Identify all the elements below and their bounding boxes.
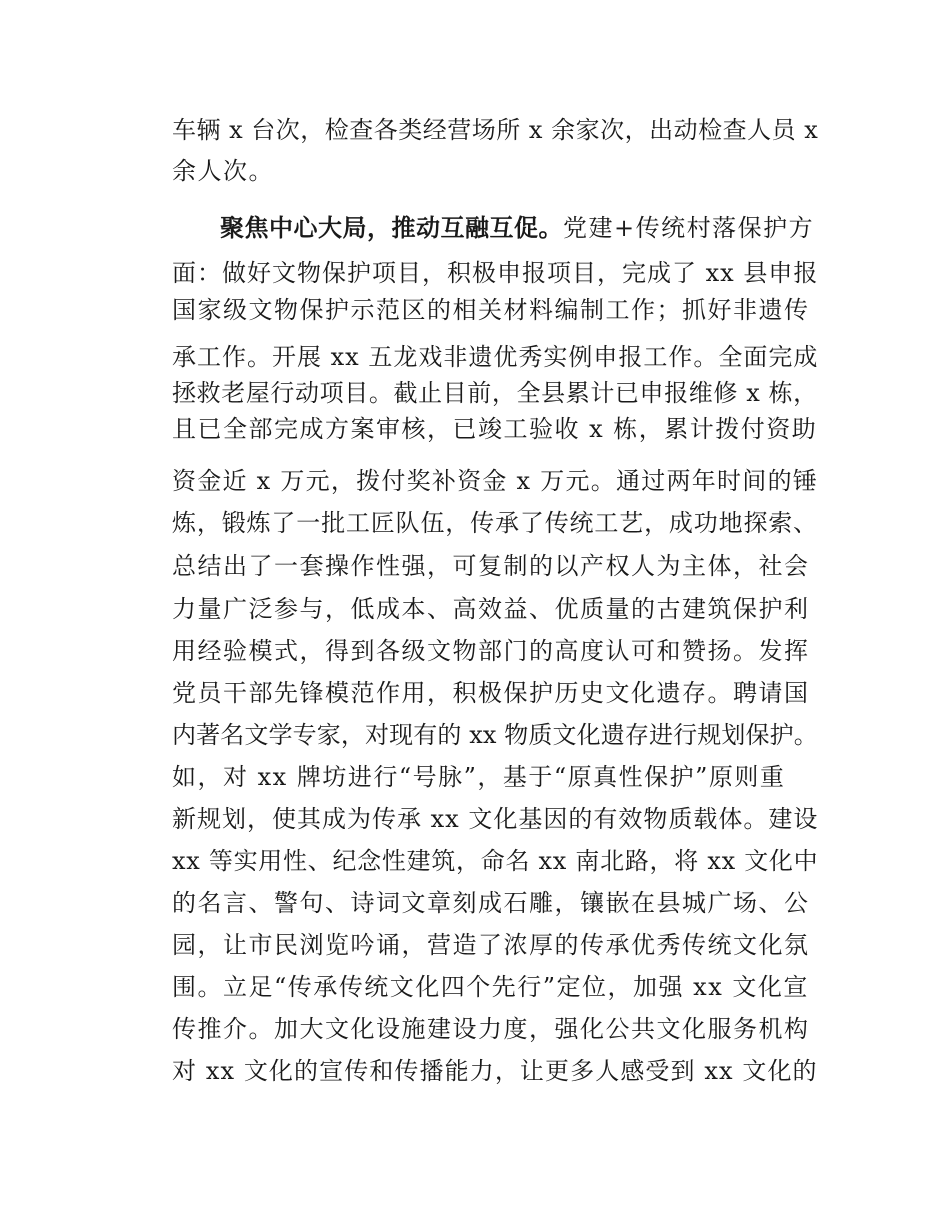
text-line: 对 xx 文化的宣传和传播能力，让更多人感受到 xx 文化的 bbox=[172, 1057, 818, 1085]
text-line: 用经验模式，得到各级文物部门的高度认可和赞扬。发挥 bbox=[172, 637, 810, 665]
text-line: 内著名文学专家，对现有的 xx 物质文化遗存进行规划保护。 bbox=[172, 721, 818, 749]
text-line: 总结出了一套操作性强，可复制的以产权人为主体，社会 bbox=[172, 552, 810, 580]
text-line: 园，让市民浏览吟诵，营造了浓厚的传承优秀传统文化氛 bbox=[172, 931, 810, 959]
text-line: 党建+传统村落保护方 bbox=[563, 214, 815, 242]
text-line: 炼，锻炼了一批工匠队伍，传承了传统工艺，成功地探索、 bbox=[172, 509, 818, 537]
text-line: 国家级文物保护示范区的相关材料编制工作；抓好非遗传 bbox=[172, 296, 810, 324]
text-line: xx 等实用性、纪念性建筑，命名 xx 南北路，将 xx 文化中 bbox=[172, 847, 819, 875]
text-line: 围。立足“传承传统文化四个先行”定位，加强 xx 文化宣 bbox=[172, 973, 809, 1001]
text-line: 力量广泛参与，低成本、高效益、优质量的古建筑保护利 bbox=[172, 595, 810, 623]
text-line: 拯救老屋行动项目。截止目前，全县累计已申报维修 x 栋， bbox=[172, 379, 818, 407]
text-line: 传推介。加大文化设施建设力度，强化公共文化服务机构 bbox=[172, 1015, 810, 1043]
paragraph-heading: 聚焦中心大局，推动互融互促。 bbox=[220, 214, 563, 242]
text-line: 承工作。开展 xx 五龙戏非遗优秀实例申报工作。全面完成 bbox=[172, 343, 819, 371]
text-line: 资金近 x 万元，拨付奖补资金 x 万元。通过两年时间的锤 bbox=[172, 467, 819, 495]
paragraph-first-line bbox=[220, 208, 814, 248]
text-line: 车辆 x 台次，检查各类经营场所 x 余家次，出动检查人员 x bbox=[172, 116, 819, 144]
text-line: 的名言、警句、诗词文章刻成石雕，镶嵌在县城广场、公 bbox=[172, 889, 810, 917]
text-line: 党员干部先锋模范作用，积极保护历史文化遗存。聘请国 bbox=[172, 679, 810, 707]
text-line: 面：做好文物保护项目，积极申报项目，完成了 xx 县申报 bbox=[172, 259, 819, 287]
text-line: 余人次。 bbox=[172, 157, 274, 185]
text-line: 新规划，使其成为传承 xx 文化基因的有效物质载体。建设 bbox=[172, 805, 819, 833]
text-line: 且已全部完成方案审核，已竣工验收 x 栋，累计拨付资助 bbox=[172, 415, 818, 443]
text-line: 如，对 xx 牌坊进行“号脉”，基于“原真性保护”原则重 bbox=[172, 763, 786, 791]
